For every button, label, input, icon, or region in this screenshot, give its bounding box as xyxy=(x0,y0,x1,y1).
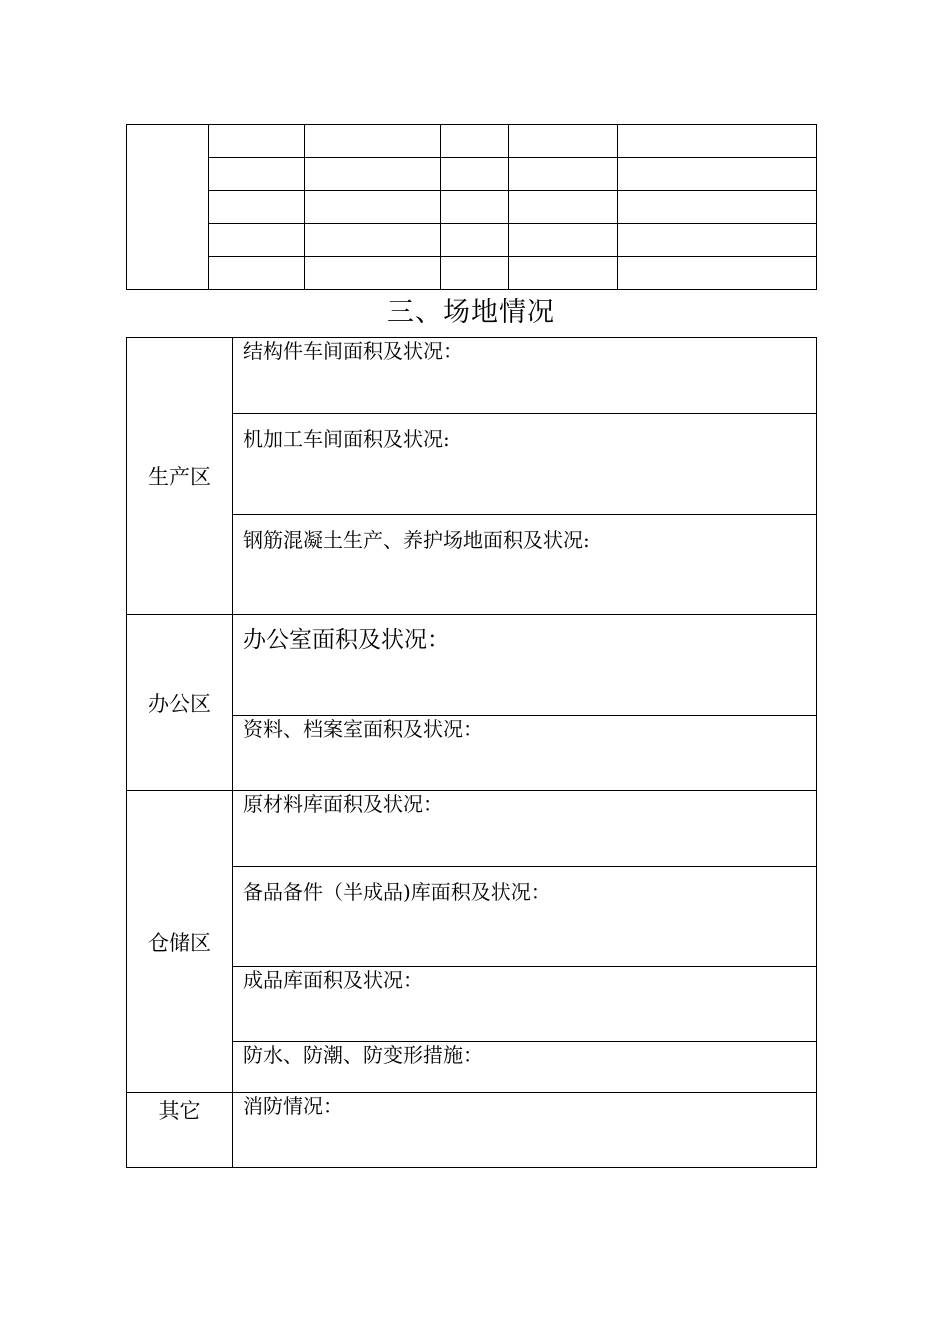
table-cell xyxy=(305,257,441,290)
item-structural-workshop xyxy=(233,338,817,414)
table-row xyxy=(127,125,817,158)
table-cell xyxy=(618,191,817,224)
table-cell xyxy=(209,158,305,191)
item-label: 资料、档案室面积及状况： xyxy=(243,717,483,741)
table-cell xyxy=(618,257,817,290)
table-row xyxy=(127,191,817,224)
item-label: 机加工车间面积及状况: xyxy=(243,427,450,451)
table-cell xyxy=(441,257,509,290)
table-cell xyxy=(618,158,817,191)
table-cell xyxy=(441,224,509,257)
table-cell xyxy=(441,158,509,191)
table-row xyxy=(127,158,817,191)
table-cell xyxy=(305,125,441,158)
table-cell xyxy=(209,257,305,290)
item-label: 备品备件（半成品)库面积及状况： xyxy=(243,880,551,904)
item-archive-room xyxy=(233,716,817,791)
table-cell xyxy=(509,224,618,257)
table-cell xyxy=(305,158,441,191)
top-table xyxy=(126,124,817,290)
item-spare-parts-store xyxy=(233,867,817,967)
table-cell xyxy=(441,191,509,224)
table-row xyxy=(127,224,817,257)
zone-label-office: 办公区 xyxy=(127,615,233,791)
item-fire-protection xyxy=(233,1093,817,1168)
table-row xyxy=(127,791,817,867)
item-concrete-yard xyxy=(233,515,817,615)
merged-left-cell xyxy=(127,125,209,290)
table-cell xyxy=(509,191,618,224)
zone-label-production: 生产区 xyxy=(127,338,233,615)
table-row xyxy=(127,257,817,290)
table-row xyxy=(127,338,817,414)
item-label: 消防情况： xyxy=(243,1094,343,1118)
item-label: 防水、防潮、防变形措施： xyxy=(243,1043,483,1067)
item-label: 钢筋混凝土生产、养护场地面积及状况: xyxy=(243,528,590,552)
item-label: 原材料库面积及状况： xyxy=(243,792,443,816)
zone-label-other: 其它 xyxy=(127,1093,233,1168)
item-office-room xyxy=(233,615,817,716)
table-cell xyxy=(305,224,441,257)
table-cell xyxy=(509,257,618,290)
zone-label-storage: 仓储区 xyxy=(127,791,233,1093)
table-cell xyxy=(509,158,618,191)
table-row xyxy=(127,1093,817,1168)
table-cell xyxy=(305,191,441,224)
item-machining-workshop xyxy=(233,414,817,515)
table-cell xyxy=(618,224,817,257)
table-cell xyxy=(441,125,509,158)
table-cell xyxy=(618,125,817,158)
section-title: 三、场地情况 xyxy=(387,297,555,328)
item-protection-measures xyxy=(233,1042,817,1093)
item-label: 办公室面积及状况： xyxy=(243,627,450,653)
table-cell xyxy=(209,224,305,257)
site-conditions-table xyxy=(126,337,817,1168)
item-raw-material-store xyxy=(233,791,817,867)
table-cell xyxy=(209,191,305,224)
table-row xyxy=(127,615,817,716)
item-label: 结构件车间面积及状况： xyxy=(243,339,463,363)
item-label: 成品库面积及状况： xyxy=(243,968,423,992)
table-cell xyxy=(209,125,305,158)
item-finished-goods-store xyxy=(233,967,817,1042)
table-cell xyxy=(509,125,618,158)
